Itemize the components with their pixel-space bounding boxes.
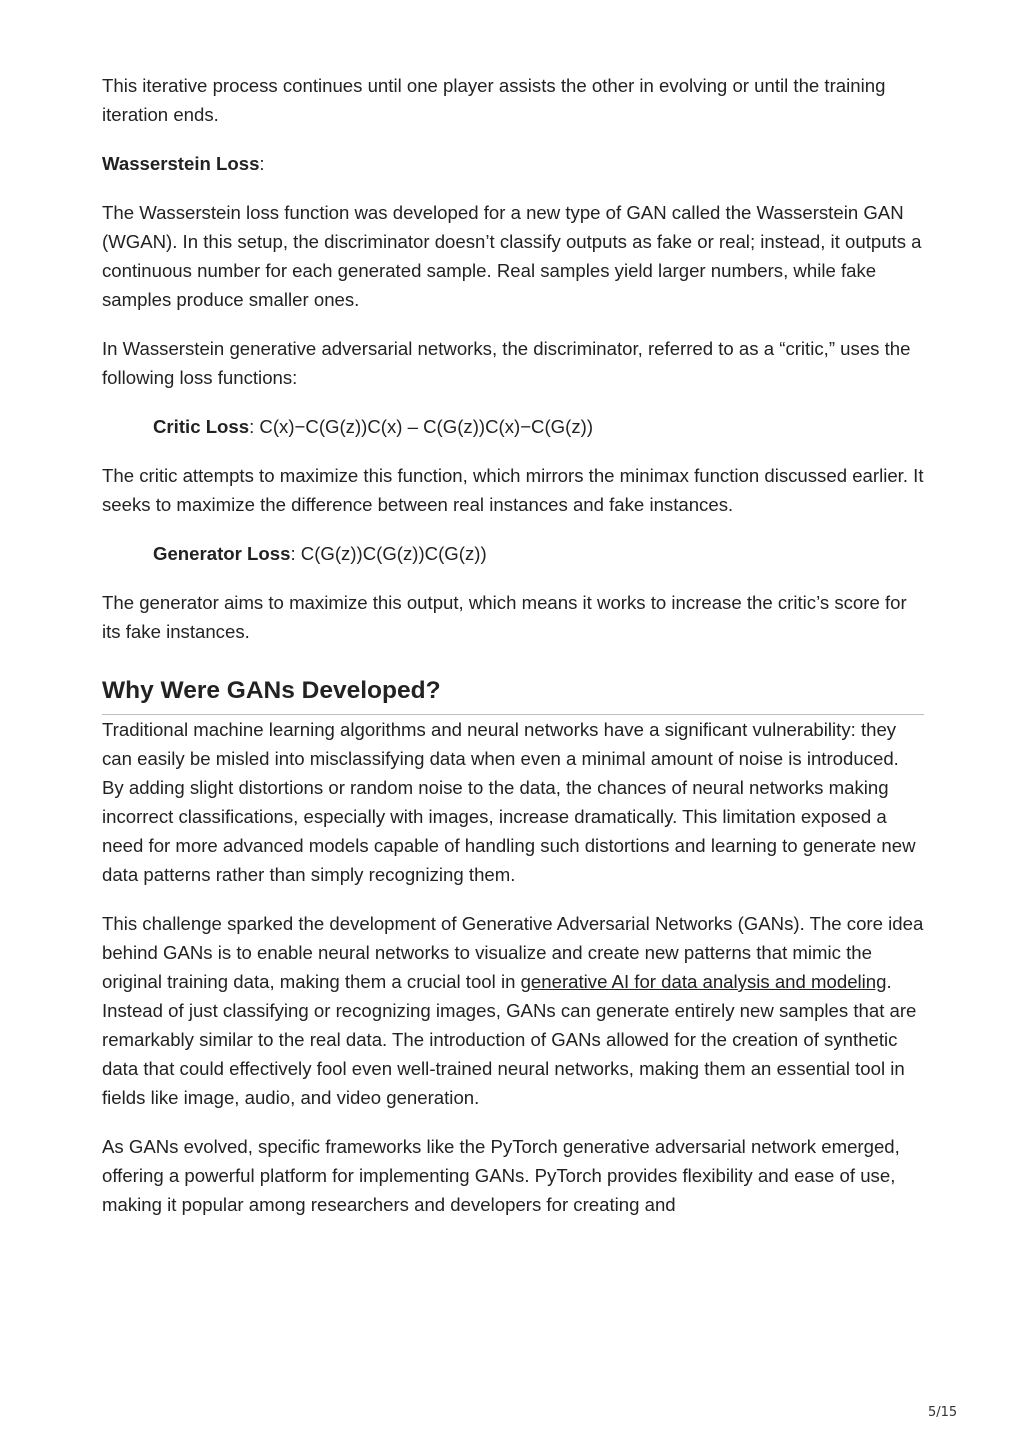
section-heading-why-gans: Why Were GANs Developed?	[102, 676, 924, 715]
generator-loss-expression: : C(G(z))C(G(z))C(G(z))	[290, 543, 487, 564]
critic-loss-formula	[102, 412, 924, 441]
paragraph-critic-intro: In Wasserstein generative adversarial networks, the discriminator, referred to as a “critic,” uses the following loss functions:	[102, 338, 911, 388]
paragraph-gan-development-end: . Instead of just classifying or recognizing images, GANs can generate entirely new samples that are remarkably similar to the real data. The introduction of GANs allowed for the creation of synthetic data that could effectively fool even well-trained neural networks, making them an essential tool in fields like image, audio, and video generation.	[102, 971, 917, 1108]
generative-ai-link[interactable]: generative AI for data analysis and modeling	[520, 971, 887, 992]
paragraph-pytorch: As GANs evolved, specific frameworks like the PyTorch generative adversarial network emerged, offering a powerful platform for implementing GANs. PyTorch provides flexibility and ease of use, making it popular among researchers and developers for creating and	[102, 1136, 900, 1215]
wasserstein-loss-label: Wasserstein Loss	[102, 153, 260, 174]
paragraph-generator-explanation: The generator aims to maximize this output, which means it works to increase the critic’s score for its fake instances.	[102, 592, 907, 642]
paragraph-critic-explanation: The critic attempts to maximize this function, which mirrors the minimax function discussed earlier. It seeks to maximize the difference between real instances and fake instances.	[102, 465, 924, 515]
paragraph-iterative-process: This iterative process continues until one player assists the other in evolving or until the training iteration ends.	[102, 75, 886, 125]
page-number: 5/15	[928, 1405, 958, 1420]
paragraph-wasserstein-description: The Wasserstein loss function was developed for a new type of GAN called the Wasserstein GAN (WGAN). In this setup, the discriminator doesn’t classify outputs as fake or real; instead, it outputs a continuous number for each generated sample. Real samples yield larger numbers, while fake samples produce smaller ones.	[102, 202, 922, 310]
paragraph-traditional-ml: Traditional machine learning algorithms and neural networks have a significant vulnerability: they can easily be misled into misclassifying data when even a minimal amount of noise is introduced. By adding slight distortions or random noise to the data, the chances of neural networks making incorrect classifications, especially with images, increase dramatically. This limitation exposed a need for more advanced models capable of handling such distortions and learning to generate new data patterns rather than simply recognizing them.	[102, 719, 916, 885]
critic-loss-label: Critic Loss	[153, 416, 250, 437]
paragraph-gan-development-start: This challenge sparked the development of Generative Adversarial Networks (GANs). The core idea behind GANs is to enable neural networks to visualize and create new patterns that mimic the original training data, making them a crucial tool in	[102, 913, 924, 992]
wasserstein-loss-colon: :	[259, 153, 265, 174]
generator-loss-label: Generator Loss	[153, 543, 291, 564]
document-body	[102, 71, 924, 1239]
paragraph-gan-development	[102, 909, 924, 1112]
critic-loss-expression: : C(x)−C(G(z))C(x) – C(G(z))C(x)−C(G(z))	[249, 416, 594, 437]
generator-loss-formula	[102, 539, 924, 568]
wasserstein-loss-heading	[102, 149, 924, 178]
